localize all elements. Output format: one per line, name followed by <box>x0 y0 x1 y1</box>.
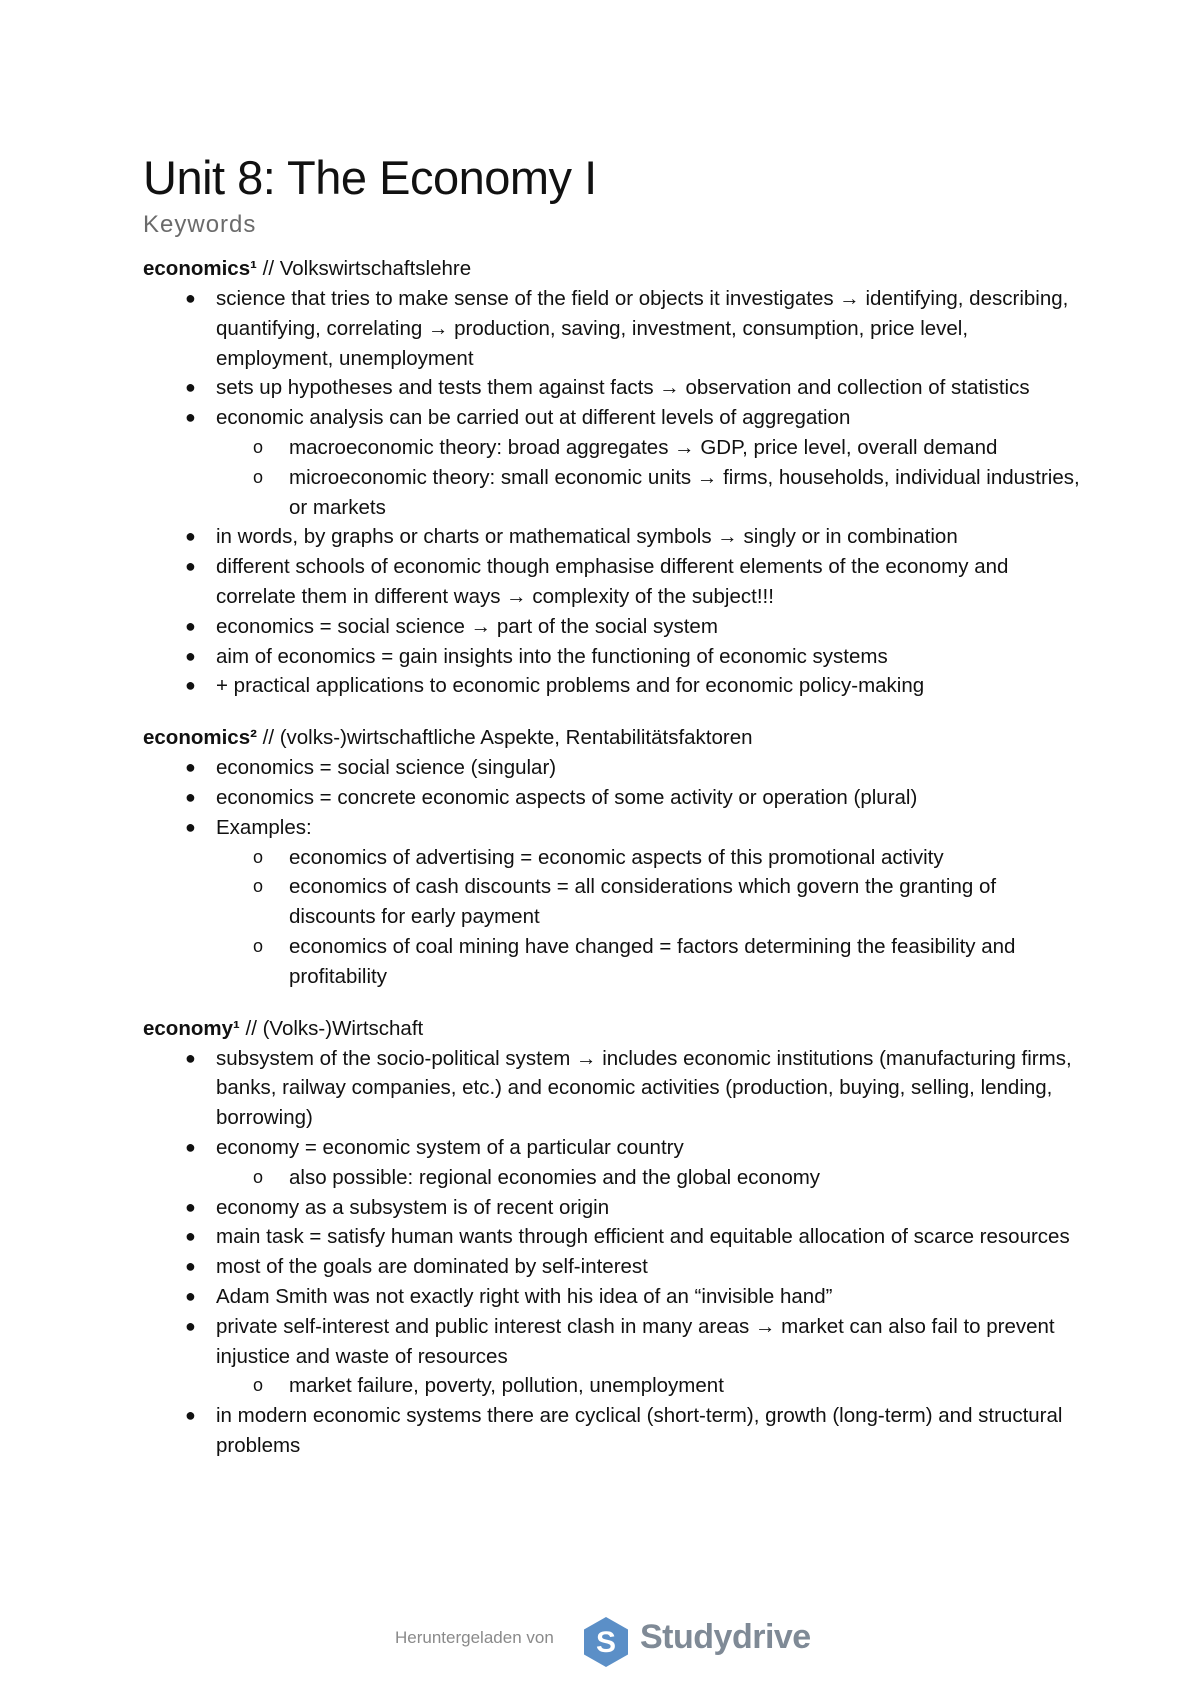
bullet-icon: ● <box>185 407 196 428</box>
bullet-icon: ● <box>185 1196 196 1217</box>
bullet-icon: ● <box>185 675 196 696</box>
list-item-text: economy as a subsystem is of recent origin <box>216 1195 610 1219</box>
footer-brand[interactable]: Studydrive <box>640 1618 811 1656</box>
list-item <box>143 1312 1083 1401</box>
list-item <box>143 671 1083 701</box>
list-item <box>143 373 1083 403</box>
footer-label: Heruntergeladen von <box>395 1628 554 1647</box>
bullet-icon: ● <box>185 1047 196 1068</box>
sub-list-item-text: macroeconomic theory: broad aggregates → GDP, price level, overall demand <box>289 435 998 459</box>
sub-bullet-list <box>216 1371 1083 1401</box>
bullet-icon: ● <box>185 645 196 666</box>
list-item-text: science that tries to make sense of the field or objects it investigates → identifying, describing, quantifying, correlating → production, saving, investment, consumption, price level, employment, unemployment <box>216 287 1069 370</box>
bullet-icon: ● <box>185 816 196 837</box>
list-item <box>143 552 1083 612</box>
sub-list-item <box>143 463 1083 523</box>
list-item-text: in words, by graphs or charts or mathematical symbols → singly or in combination <box>216 525 958 549</box>
term-translation: // (volks-)wirtschaftliche Aspekte, Rentabilitätsfaktoren <box>256 726 753 750</box>
circle-bullet-icon: o <box>253 876 264 897</box>
list-item <box>143 612 1083 642</box>
bullet-icon: ● <box>185 556 196 577</box>
circle-bullet-icon: o <box>253 1375 264 1396</box>
list-item-text: in modern economic systems there are cyclical (short-term), growth (long-term) and structural problems <box>216 1404 1063 1457</box>
sub-list-item-text: economics of coal mining have changed = factors determining the feasibility and profitability <box>289 934 1016 988</box>
list-item-text: most of the goals are dominated by self-interest <box>216 1255 648 1279</box>
sub-list-item <box>143 1163 1083 1193</box>
term-line <box>143 1014 1083 1044</box>
bullet-icon: ● <box>185 1315 196 1336</box>
list-item-text: sets up hypotheses and tests them against facts → observation and collection of statistics <box>216 376 1030 400</box>
list-item <box>143 403 1083 522</box>
sub-list-item-text: economics of advertising = economic aspects of this promotional activity <box>289 845 944 869</box>
term-line <box>143 723 1083 753</box>
circle-bullet-icon: o <box>253 935 264 956</box>
list-item <box>143 813 1083 992</box>
sub-list-item-text: microeconomic theory: small economic units → firms, households, individual industries, or markets <box>289 465 1080 519</box>
sub-bullet-list <box>216 843 1083 992</box>
sub-list-item-text: market failure, poverty, pollution, unemployment <box>289 1374 724 1398</box>
list-item <box>143 1282 1083 1312</box>
bullet-icon: ● <box>185 1226 196 1247</box>
keyword-section <box>143 1014 1083 1461</box>
keyword-section <box>143 254 1083 701</box>
bullet-icon: ● <box>185 757 196 778</box>
bullet-icon: ● <box>185 1136 196 1157</box>
list-item <box>143 1222 1083 1252</box>
list-item-text: main task = satisfy human wants through efficient and equitable allocation of scarce resources <box>216 1225 1070 1249</box>
list-item <box>143 1252 1083 1282</box>
term-line <box>143 254 1083 284</box>
list-item <box>143 522 1083 552</box>
list-item <box>143 1044 1083 1133</box>
bullet-list <box>143 284 1083 701</box>
sub-list-item-text: economics of cash discounts = all considerations which govern the granting of discounts for early payment <box>289 875 997 929</box>
term: economics² <box>143 726 257 750</box>
bullet-icon: ● <box>185 288 196 308</box>
bullet-list <box>143 753 1083 991</box>
footer <box>0 1612 1200 1672</box>
bullet-icon: ● <box>185 377 196 398</box>
sub-list-item <box>143 872 1083 932</box>
list-item-text: Examples: <box>216 815 312 839</box>
circle-bullet-icon: o <box>253 436 264 457</box>
list-item <box>143 1401 1083 1461</box>
bullet-list <box>143 1044 1083 1461</box>
list-item-text: Adam Smith was not exactly right with his idea of an “invisible hand” <box>216 1284 833 1308</box>
page-title: Unit 8: The Economy I <box>143 151 597 204</box>
keyword-sections <box>143 254 1083 1461</box>
list-item-text: economics = social science (singular) <box>216 756 557 780</box>
list-item <box>143 783 1083 813</box>
circle-bullet-icon: o <box>253 1166 264 1187</box>
list-item-text: subsystem of the socio-political system → includes economic institutions (manufacturing firms, banks, railway companies, etc.) and economic activities (production, buying, selling, lending, borrowing) <box>216 1046 1072 1130</box>
list-item <box>143 753 1083 783</box>
list-item-text: economics = concrete economic aspects of some activity or operation (plural) <box>216 785 918 809</box>
logo-letter: S <box>595 1626 617 1659</box>
list-item <box>143 1193 1083 1223</box>
term: economy¹ <box>143 1016 240 1040</box>
list-item <box>143 642 1083 672</box>
bullet-icon: ● <box>185 1405 196 1426</box>
keyword-section <box>143 723 1083 991</box>
list-item <box>143 1133 1083 1193</box>
studydrive-logo-icon[interactable] <box>578 1614 634 1670</box>
document-page <box>143 150 1083 1483</box>
sub-list-item <box>143 932 1083 992</box>
page-subtitle: Keywords <box>143 211 257 238</box>
list-item-text: economic analysis can be carried out at different levels of aggregation <box>216 406 851 430</box>
term-translation: // (Volks-)Wirtschaft <box>239 1016 424 1040</box>
list-item <box>143 284 1083 373</box>
bullet-icon: ● <box>185 615 196 636</box>
bullet-icon: ● <box>185 1256 196 1277</box>
sub-list-item <box>143 433 1083 463</box>
circle-bullet-icon: o <box>253 846 264 867</box>
bullet-icon: ● <box>185 526 196 547</box>
term: economics¹ <box>143 257 257 280</box>
bullet-icon: ● <box>185 1285 196 1306</box>
list-item-text: private self-interest and public interest clash in many areas → market can also fail to prevent injustice and waste of resources <box>216 1314 1055 1368</box>
bullet-icon: ● <box>185 786 196 807</box>
list-item-text: economy = economic system of a particular country <box>216 1135 684 1159</box>
list-item-text: economics = social science → part of the social system <box>216 614 718 638</box>
term-translation: // Volkswirtschaftslehre <box>256 257 472 280</box>
sub-list-item <box>143 843 1083 873</box>
sub-list-item <box>143 1371 1083 1401</box>
list-item-text: different schools of economic though emphasise different elements of the economy and correlate them in different ways → complexity of the subject!!! <box>216 555 1009 608</box>
sub-bullet-list <box>216 1163 1083 1193</box>
list-item-text: aim of economics = gain insights into the functioning of economic systems <box>216 644 888 668</box>
circle-bullet-icon: o <box>253 466 264 487</box>
list-item-text: + practical applications to economic problems and for economic policy-making <box>216 674 925 698</box>
sub-list-item-text: also possible: regional economies and the global economy <box>289 1165 821 1189</box>
sub-bullet-list <box>216 433 1083 522</box>
